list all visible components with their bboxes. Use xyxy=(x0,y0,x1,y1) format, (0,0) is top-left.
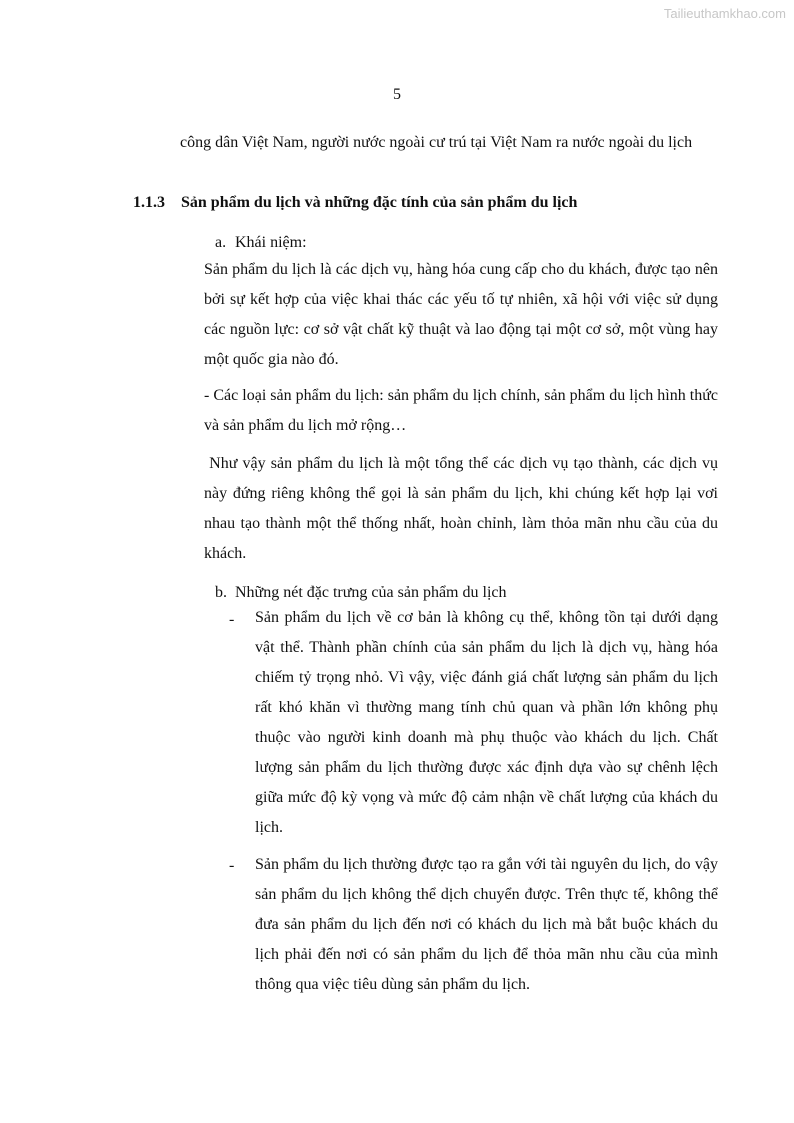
bullet-item: Sản phẩm du lịch về cơ bản là không cụ thể, không tồn tại dưới dạng vật thể. Thành phần chính của sản phẩm du lịch là dịch vụ, hàng hóa chiếm tỷ trọng nhỏ. Vì vậy, việc đánh giá chất lượng sản phẩm du lịch rất khó khăn vì thường mang tính chủ quan và phần lớn không phụ thuộc vào người kinh doanh mà phụ thuộc vào khách du lịch. Chất lượng sản phẩm du lịch thường được xác định dựa vào sự chênh lệch giữa mức độ kỳ vọng và mức độ cảm nhận về chất lượng của khách du lịch. xyxy=(255,609,718,836)
definition-paragraph: Sản phẩm du lịch là các dịch vụ, hàng hóa cung cấp cho du khách, được tạo nên bởi sự kết hợp của việc khai thác các yếu tố tự nhiên, xã hội với việc sử dụng các nguồn lực: cơ sở vật chất kỹ thuật và lao động tại một cơ sở, một vùng hay một quốc gia nào đó. xyxy=(204,261,718,368)
continuation-paragraph: công dân Việt Nam, người nước ngoài cư trú tại Việt Nam ra nước ngoài du lịch xyxy=(180,134,693,151)
page-number: 5 xyxy=(393,86,401,103)
subheading-a xyxy=(215,230,307,256)
bullet-marker: - xyxy=(229,857,235,874)
section-title: Sản phẩm du lịch và những đặc tính của sản phẩm du lịch xyxy=(181,194,578,211)
section-number: 1.1.3 xyxy=(133,194,165,211)
subheading-a-title: Khái niệm: xyxy=(235,234,307,251)
section-heading xyxy=(133,190,577,216)
bullet-marker: - xyxy=(229,611,235,628)
product-types-paragraph: - Các loại sản phẩm du lịch: sản phẩm du lịch chính, sản phẩm du lịch hình thức và sản phẩm du lịch mở rộng… xyxy=(204,387,718,434)
subheading-b-marker: b. xyxy=(215,584,227,601)
subheading-b-title: Những nét đặc trưng của sản phẩm du lịch xyxy=(235,584,507,601)
watermark: Tailieuthamkhao.com xyxy=(663,6,786,21)
summary-paragraph: Như vậy sản phẩm du lịch là một tổng thể các dịch vụ tạo thành, các dịch vụ này đứng riêng không thể gọi là sản phẩm du lịch, khi chúng kết hợp lại vơi nhau tạo thành một thể thống nhất, hoàn chỉnh, làm thỏa mãn nhu cầu của du khách. xyxy=(204,455,723,562)
bullet-item: Sản phẩm du lịch thường được tạo ra gắn với tài nguyên du lịch, do vậy sản phẩm du lịch không thể dịch chuyển được. Trên thực tế, không thể đưa sản phẩm du lịch đến nơi có khách du lịch mà bắt buộc khách du lịch phải đến nơi có sản phẩm du lịch để thỏa mãn nhu cầu của mình thông qua việc tiêu dùng sản phẩm du lịch. xyxy=(255,856,718,993)
subheading-a-marker: a. xyxy=(215,234,227,251)
